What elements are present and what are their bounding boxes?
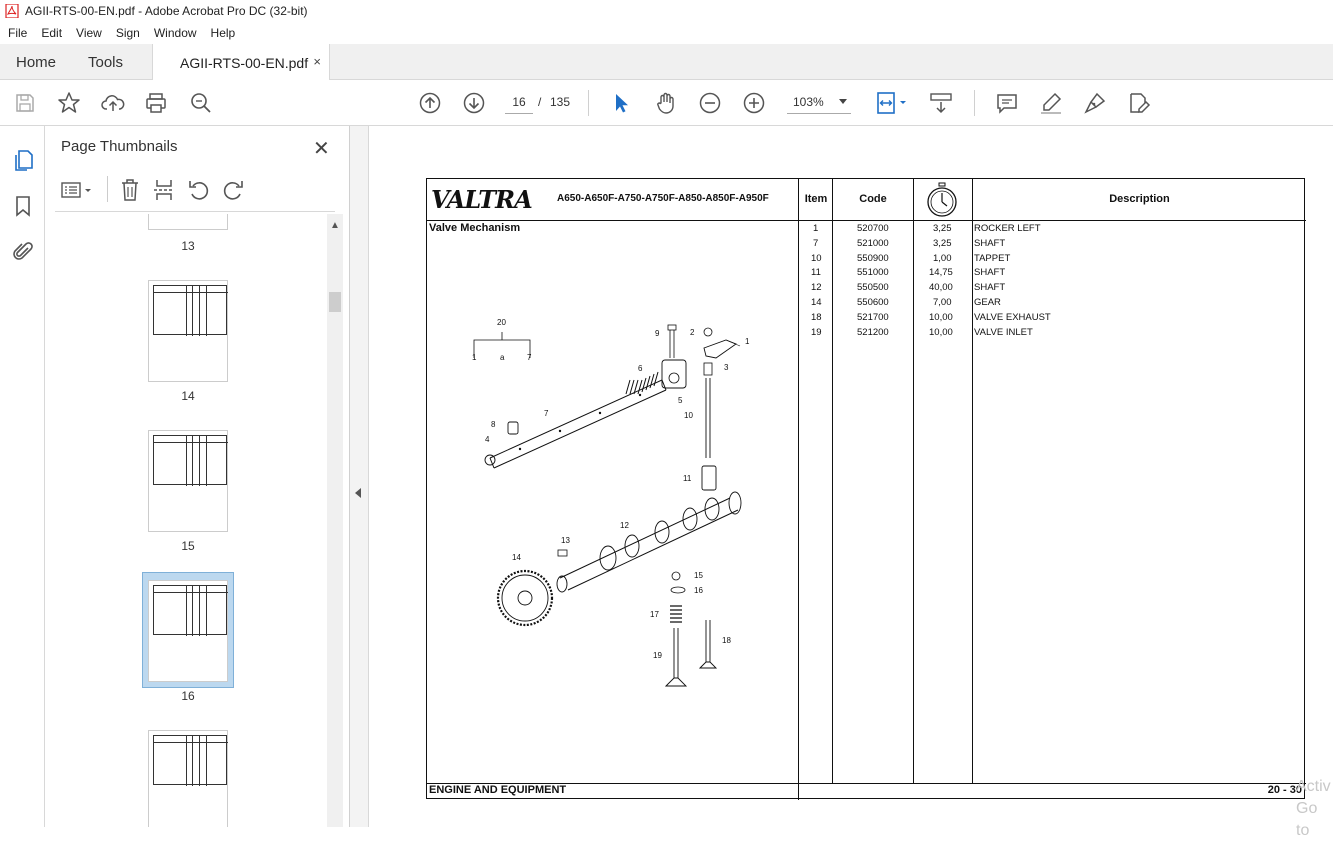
footer-page-number: 20 - 30: [1267, 784, 1302, 796]
callout-label: 1: [472, 353, 477, 362]
callout-label: 6: [638, 364, 643, 373]
comment-icon[interactable]: [994, 90, 1020, 116]
callout-label: 10: [684, 411, 693, 420]
callout-label: 3: [724, 363, 729, 372]
callout-label: 20: [497, 318, 506, 327]
page-thumbnail-selected[interactable]: [148, 580, 228, 682]
panel-collapse-strip[interactable]: [350, 126, 369, 827]
valve-mechanism-diagram: [450, 308, 770, 708]
chevron-up-icon[interactable]: ▲: [330, 220, 340, 231]
close-icon[interactable]: ✕: [313, 138, 330, 160]
header-code: Code: [859, 193, 887, 205]
parts-row: 1 520700 3,25 ROCKER LEFT: [813, 223, 1041, 234]
page-down-icon[interactable]: [461, 90, 487, 116]
page-thumbnail-label: 13: [181, 239, 195, 253]
header-description: Description: [1109, 193, 1170, 205]
callout-label: 7: [544, 409, 549, 418]
stopwatch-icon: [925, 182, 959, 223]
zoom-in-icon[interactable]: [741, 90, 767, 116]
window-title: AGII-RTS-00-EN.pdf - Adobe Acrobat Pro DC (32-bit): [25, 4, 308, 18]
tab-document-label: AGII-RTS-00-EN.pdf: [180, 54, 309, 71]
callout-label: 5: [678, 396, 683, 405]
page-fit-icon[interactable]: [874, 90, 910, 116]
menu-view[interactable]: View: [76, 26, 102, 40]
callout-label: 7: [527, 353, 532, 362]
edit-pdf-icon[interactable]: [1126, 90, 1152, 116]
callout-label: 15: [694, 571, 703, 580]
parts-row: 14 550600 7,00 GEAR: [811, 297, 1001, 308]
callout-label: 11: [683, 474, 692, 483]
print-icon[interactable]: [143, 90, 169, 116]
hand-icon[interactable]: [653, 90, 679, 116]
menu-window[interactable]: Window: [153, 26, 197, 40]
page-thumbnail[interactable]: [148, 730, 228, 827]
callout-label: 2: [690, 328, 695, 337]
save-icon[interactable]: [12, 90, 38, 116]
tab-document[interactable]: [152, 44, 330, 81]
attachment-icon[interactable]: [11, 240, 35, 269]
options-menu-icon[interactable]: [61, 180, 95, 205]
left-rail: [0, 126, 45, 827]
acrobat-icon: [5, 4, 19, 18]
parts-row: 10 550900 1,00 TAPPET: [811, 253, 1011, 264]
thumbnail-list: [45, 214, 327, 827]
callout-label: a: [500, 353, 505, 362]
callout-label: 13: [561, 536, 570, 545]
page-total: 135: [550, 95, 571, 109]
page-thumbnail[interactable]: [148, 214, 228, 230]
activation-watermark: Activ Go to: [1296, 778, 1331, 839]
valtra-logo: VALTRA: [431, 185, 532, 214]
menu-sign[interactable]: Sign: [115, 26, 140, 40]
callout-label: 9: [655, 329, 660, 338]
callout-label: 16: [694, 586, 703, 595]
page-thumbnail-label: 14: [181, 389, 195, 403]
page-thumbnail[interactable]: [148, 280, 228, 382]
toolbar-divider: [974, 90, 975, 116]
scrollbar-thumb[interactable]: [329, 292, 341, 312]
model-list: A650-A650F-A750-A750F-A850-A850F-A950F: [557, 193, 769, 204]
sign-pen-icon[interactable]: [1082, 90, 1108, 116]
toolbar-divider: [588, 90, 589, 116]
chevron-down-icon: [839, 99, 847, 104]
parts-row: 11 551000 14,75 SHAFT: [811, 267, 1006, 278]
pages-icon[interactable]: [11, 148, 35, 177]
zoom-select[interactable]: [787, 90, 851, 114]
callout-label: 12: [620, 521, 629, 530]
highlight-icon[interactable]: [1038, 90, 1064, 116]
tab-close-button[interactable]: ×: [313, 54, 321, 69]
page-thumbnail-label: 15: [181, 539, 195, 553]
thumb-toolbar-divider: [107, 176, 108, 202]
thumbnail-toolbar: [55, 168, 335, 212]
parts-row: 19 521200 10,00 VALVE INLET: [811, 327, 1033, 338]
rotate-left-icon[interactable]: [187, 178, 211, 207]
parts-row: 18 521700 10,00 VALVE EXHAUST: [811, 312, 1051, 323]
toolbar: [0, 80, 1333, 126]
page-up-icon[interactable]: [417, 90, 443, 116]
page-separator: /: [538, 95, 542, 109]
callout-label: 18: [722, 636, 731, 645]
title-bar: [0, 0, 1333, 22]
search-zoom-icon[interactable]: [188, 90, 214, 116]
page-thumbnail[interactable]: [148, 430, 228, 532]
select-cursor-icon[interactable]: [608, 90, 634, 116]
tab-home[interactable]: Home: [16, 53, 57, 71]
thumbnail-scrollbar[interactable]: [327, 214, 343, 827]
menu-edit[interactable]: Edit: [41, 26, 63, 40]
zoom-value: 103%: [793, 94, 824, 109]
header-item: Item: [804, 193, 828, 205]
page-thumbnail-label: 16: [181, 689, 195, 703]
extract-pages-icon[interactable]: [153, 178, 175, 207]
parts-row: 12 550500 40,00 SHAFT: [811, 282, 1006, 293]
parts-row: 7 521000 3,25 SHAFT: [813, 238, 1006, 249]
section-title: Valve Mechanism: [429, 222, 521, 234]
rotate-right-icon[interactable]: [221, 178, 245, 207]
thumbnails-panel: [45, 126, 350, 827]
tab-bar: [0, 44, 1333, 80]
callout-label: 4: [485, 435, 490, 444]
menu-file[interactable]: File: [8, 26, 28, 40]
menu-bar: [0, 22, 1333, 44]
page-number-input[interactable]: [505, 90, 533, 114]
menu-help[interactable]: Help: [210, 26, 236, 40]
callout-label: 8: [491, 420, 496, 429]
trash-icon[interactable]: [119, 178, 141, 207]
cloud-upload-icon[interactable]: [100, 90, 126, 116]
callout-label: 19: [653, 651, 662, 660]
callout-label: 14: [512, 553, 521, 562]
callout-label: 17: [650, 610, 659, 619]
tab-tools[interactable]: Tools: [88, 53, 124, 71]
zoom-out-icon[interactable]: [697, 90, 723, 116]
collapse-arrow-icon[interactable]: [355, 488, 361, 498]
scroll-mode-icon[interactable]: [928, 90, 954, 116]
footer-section-name: ENGINE AND EQUIPMENT: [429, 784, 567, 796]
star-icon[interactable]: [56, 90, 82, 116]
bookmark-icon[interactable]: [11, 194, 35, 223]
panel-title: Page Thumbnails: [61, 138, 178, 155]
callout-label: 1: [745, 337, 750, 346]
